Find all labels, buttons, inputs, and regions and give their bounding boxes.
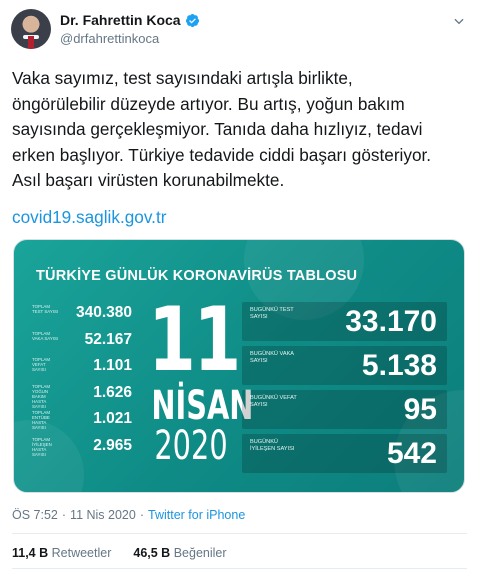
media-title: TÜRKİYE GÜNLÜK KORONAVİRÜS TABLOSU [36,268,358,284]
daily-stat-panel [242,390,447,429]
divider [12,533,467,534]
total-stat-label: TOPLAM İYİLEŞEN HASTA SAYISI [32,436,52,457]
tweet-source-link[interactable]: Twitter for iPhone [148,508,246,522]
total-stat [32,383,132,410]
retweets-label: Retweetler [51,546,112,560]
divider [12,568,467,569]
tweet-meta [12,508,245,522]
total-stat-value: 1.626 [93,383,132,401]
tweet-text: Vaka sayımız, test sayısındaki artışla birlikte, öngörülebilir düzeyde artıyor. Bu artış, yoğun bakım sayısında gerçekleşmiyor. Tanıda daha hızlıyız, tedavi erken başlıyor. Türkiye tedavide ciddi başarı gösteriyor. Asıl başarı virüsten korunabilmekte. [12,68,432,190]
tweet-time[interactable]: ÖS 7:52 [12,508,58,522]
daily-stats-column [242,302,447,478]
retweets-count: 11,4 B [12,546,49,560]
likes-count-link[interactable] [133,546,226,560]
daily-stat-value: 33.170 [345,305,437,338]
tweet-media-image[interactable] [13,239,465,493]
chevron-down-icon[interactable] [452,14,466,28]
daily-stat-value: 5.138 [361,349,437,382]
total-stat-value: 2.965 [93,436,132,454]
daily-stat-panel [242,434,447,473]
report-date [136,288,254,469]
likes-label: Beğeniler [173,546,227,560]
daily-stat-label: BUGÜNKÜ TEST SAYISI [250,307,294,320]
verified-badge-icon [185,13,200,28]
daily-stat-panel [242,302,447,341]
daily-stat-value: 542 [386,437,437,470]
report-day: 11 [148,288,239,391]
total-stat-value: 1.101 [93,357,132,374]
retweets-count-link[interactable] [12,546,111,560]
total-stat-label: TOPLAM TEST SAYISI [32,304,59,314]
tweet-link[interactable]: covid19.saglik.gov.tr [12,207,167,227]
daily-stat-value: 95 [403,393,437,426]
total-stat-label: TOPLAM VEFAT SAYISI [32,357,50,372]
daily-stat-label: BUGÜNKÜ VEFAT SAYISI [250,395,297,408]
total-stat [32,436,132,463]
meta-separator: · [61,508,67,522]
total-stat [32,303,132,330]
author-handle[interactable]: @drfahrettinkoca [60,31,160,46]
avatar[interactable] [11,9,51,49]
total-stat [32,356,132,383]
avatar-tie [28,36,34,49]
total-stat-value: 52.167 [84,330,132,348]
meta-separator: · [139,508,145,522]
total-stat [32,409,132,436]
total-stat-value: 340.380 [75,304,132,321]
total-stat-label: TOPLAM VAKA SAYISI [32,330,59,341]
total-stat-value: 1.021 [93,410,132,427]
daily-stat-panel [242,346,447,385]
daily-stat-label: BUGÜNKÜ VAKA SAYISI [250,351,294,364]
daily-stat-label: BUGÜNKÜ İYİLEŞEN SAYISI [250,439,295,452]
engagement-bar [12,546,227,560]
total-stat-label: TOPLAM YOĞUN BAKIM HASTA SAYISI [32,383,50,409]
likes-count: 46,5 B [133,546,171,560]
report-month: NİSAN [151,383,254,429]
report-year: 2020 [154,423,228,469]
author-display-name[interactable]: Dr. Fahrettin Koca [60,12,181,28]
total-stats-column [32,303,132,462]
tweet-date[interactable]: 11 Nis 2020 [70,508,136,522]
author-name-row[interactable] [60,12,200,28]
total-stat-label: TOPLAM ENTÜBE HASTA SAYISI [32,410,50,430]
total-stat [32,330,132,357]
